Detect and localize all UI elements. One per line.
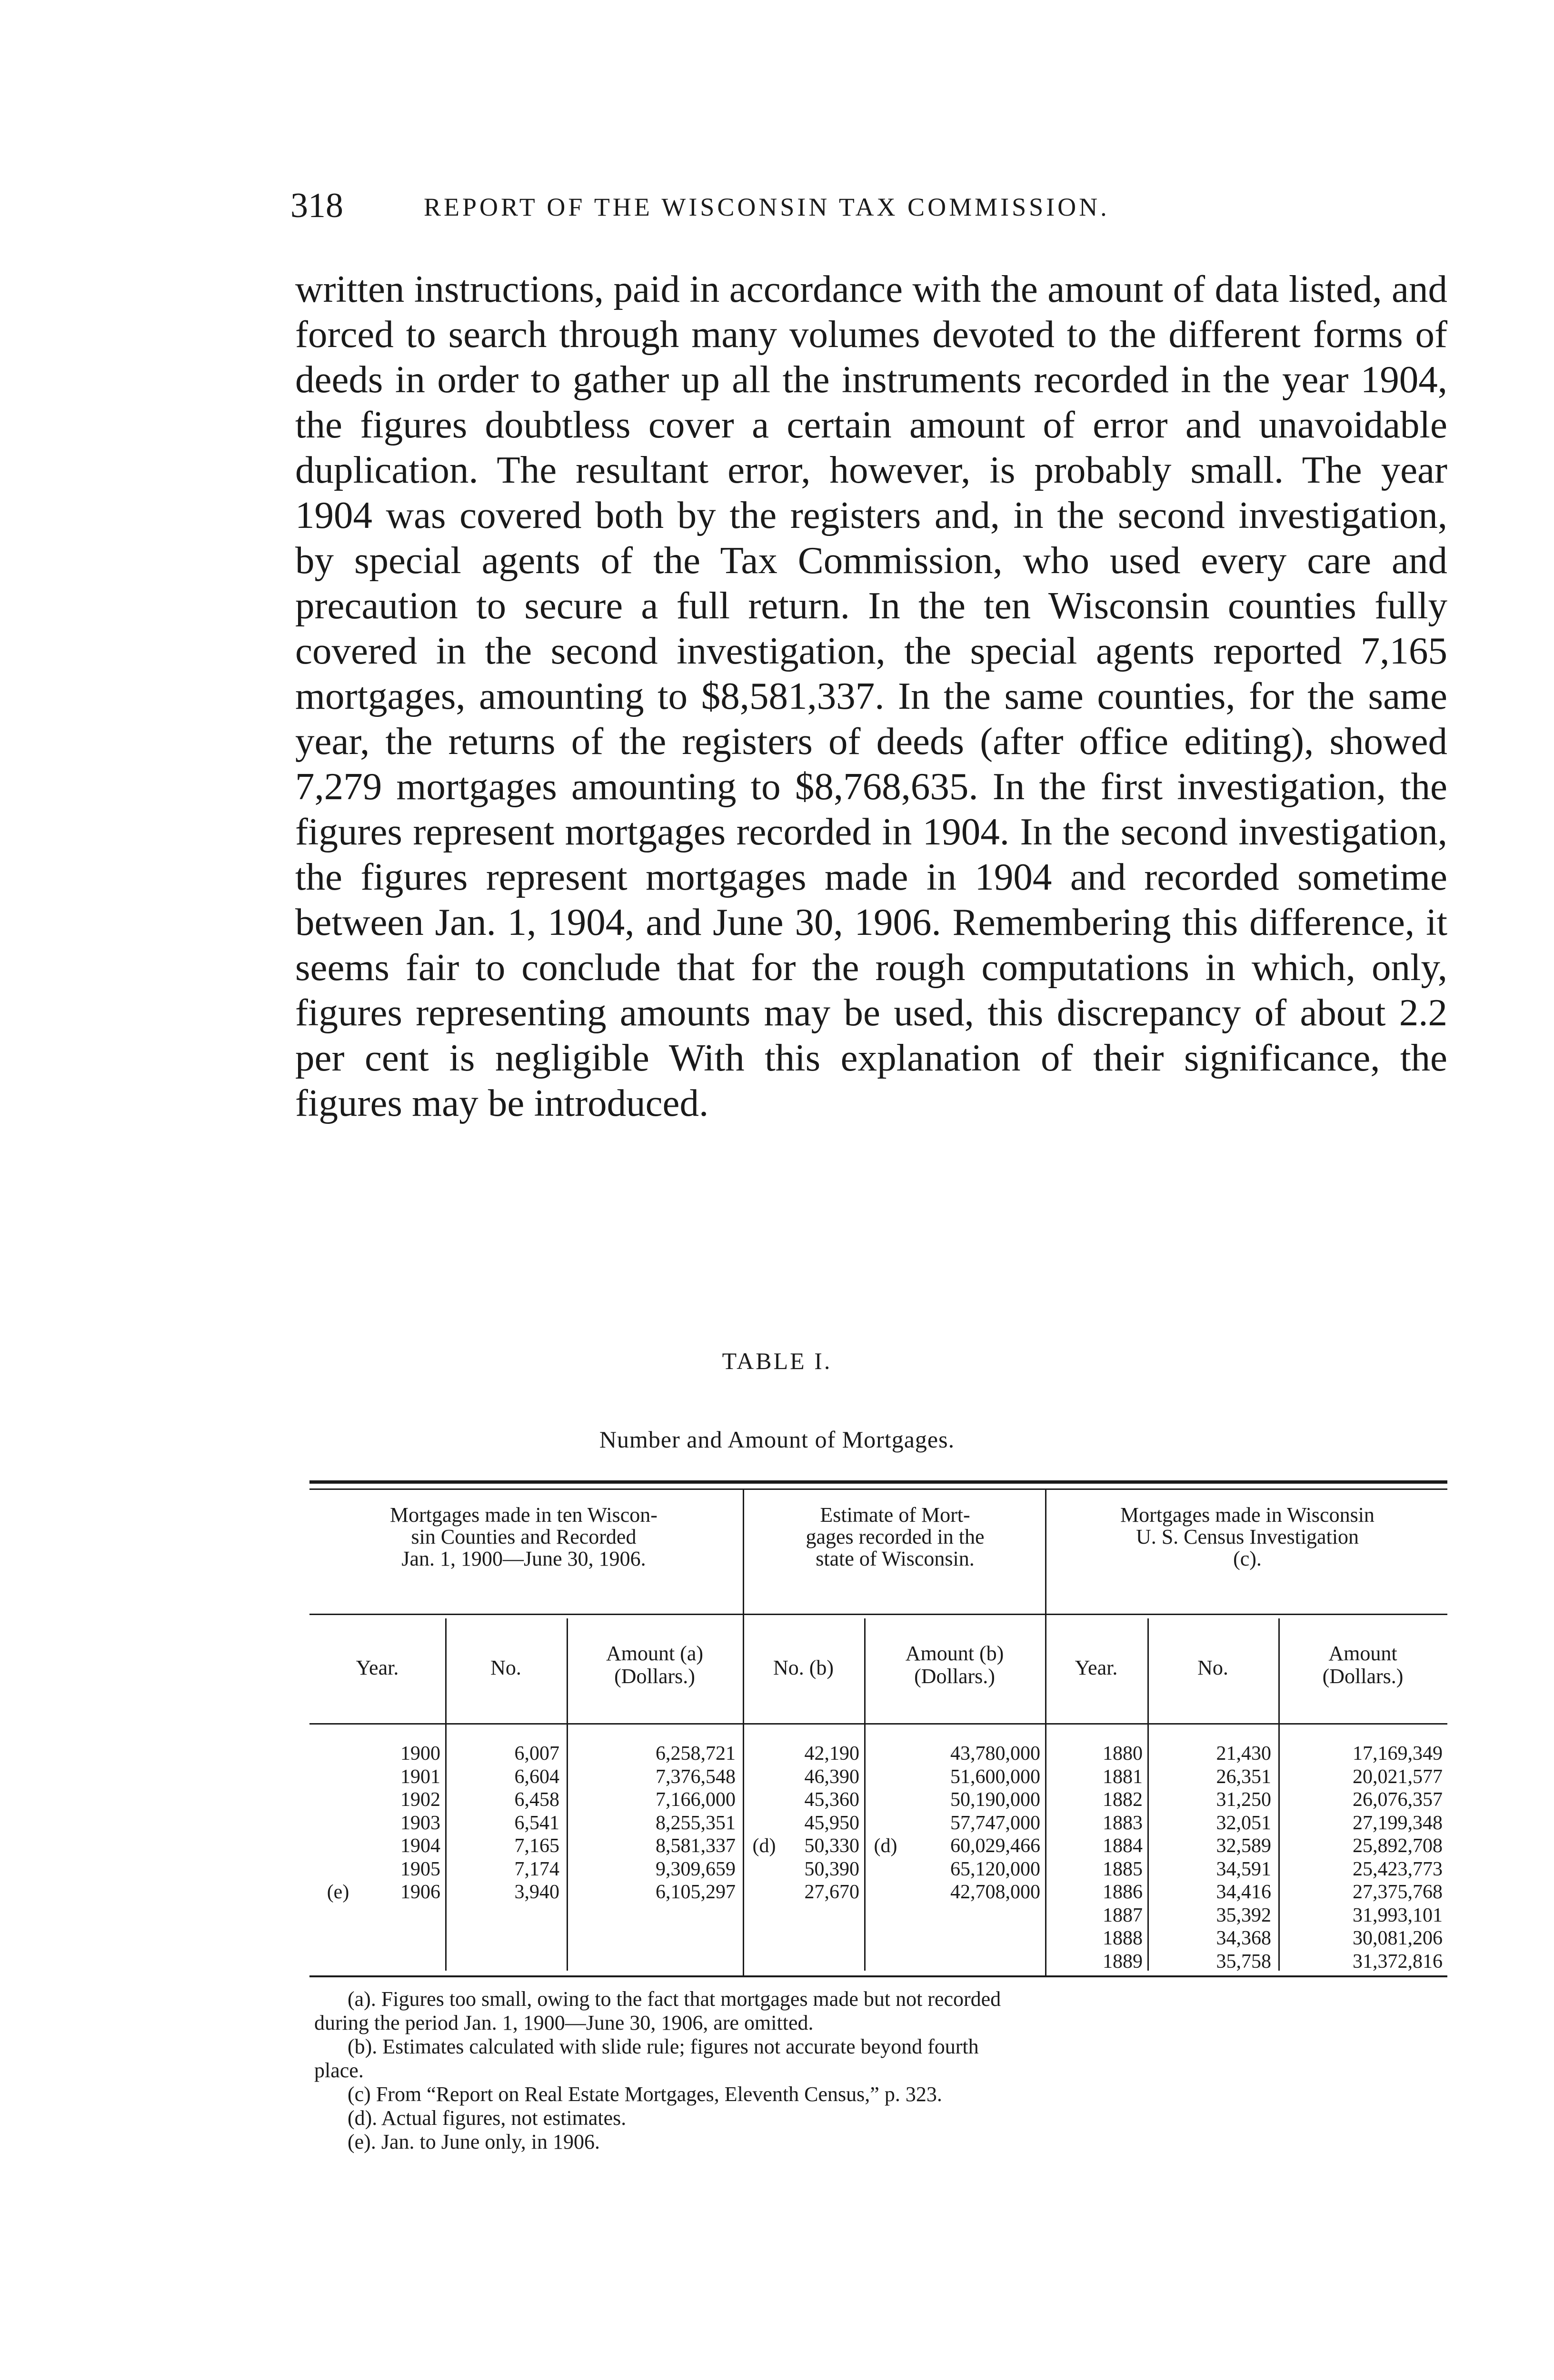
table-cell-number: 35,392 <box>1216 1904 1271 1926</box>
group-header-rule <box>309 1614 1447 1615</box>
table-cell-amount: 50,190,000 <box>950 1789 1040 1811</box>
page-header <box>290 186 1481 233</box>
table-cell-amount: 30,081,206 <box>1353 1927 1443 1949</box>
table-cell-amount: 9,309,659 <box>656 1858 736 1880</box>
table-cell-amount: 43,780,000 <box>950 1743 1040 1765</box>
column-number <box>1152 1742 1271 1973</box>
table-cell-number: 6,458 <box>514 1789 559 1811</box>
table-cell-marker: (e) <box>327 1881 349 1903</box>
table-cell-year: 1886 <box>1103 1881 1143 1903</box>
column-header-number: No. <box>1197 1656 1228 1679</box>
table-cell-number: 7,165 <box>514 1835 559 1857</box>
table-cell-year: 1884 <box>1103 1835 1143 1857</box>
group-header-ten-counties: Mortgages made in ten Wiscon- sin Counties and Recorded Jan. 1, 1900—June 30, 1906. <box>390 1503 657 1570</box>
table-cell-amount: 42,708,000 <box>950 1881 1040 1903</box>
table-cell-marker <box>869 1765 902 1789</box>
column-amount <box>1285 1742 1443 1973</box>
table-subtitle: Number and Amount of Mortgages. <box>599 1426 955 1453</box>
table-cell-amount: 20,021,577 <box>1353 1765 1443 1788</box>
column-number <box>450 1742 559 1904</box>
body-paragraph: written instructions, paid in accordance with the amount of data listed, and forced to search through many volumes devoted to the different forms of deeds in order to gather up all the instruments recorded in the year 1904, the figures doubtless cover a certain amount of error and unavoidable duplication. The resultant error, however, is probably small. The year 1904 was covered both by the registers and, in the second investigation, by special agents of the Tax Commission, who used every care and precaution to secure a full return. In the ten Wisconsin counties fully covered in the second investigation, the special agents reported 7,165 mortgages, amounting to $8,581,337. In the same counties, for the same year, the returns of the registers of deeds (after office editing), showed 7,279 mortgages amounting to $8,768,635. In the first investigation, the figures represent mortgages recorded in 1904. In the second investigation, the figures represent mortgages made in 1904 and recorded sometime between Jan. 1, 1904, and June 30, 1906. Remembering this difference, it seems fair to conclude that for the rough computations in which, only, figures representing amounts may be used, this discrepancy of about 2.2 per cent is negligible With this explanation of their significance, the figures may be introduced. <box>295 268 1447 1124</box>
table-cell-marker <box>869 1858 902 1881</box>
table-cell-amount: 27,375,768 <box>1353 1881 1443 1903</box>
table-cell-marker: (d) <box>752 1835 776 1857</box>
column-header-number: No. (b) <box>773 1656 834 1679</box>
table-cell-number: 45,360 <box>804 1789 859 1811</box>
footnote: (a). Figures too small, owing to the fact that mortgages made but not recorded <box>348 1987 1001 2011</box>
column-header-amount: Amount (Dollars.) <box>1322 1642 1404 1688</box>
table-cell-number: 26,351 <box>1216 1765 1271 1788</box>
table-cell-year: 1900 <box>400 1743 440 1765</box>
table-cell-year: 1887 <box>1103 1904 1143 1926</box>
column-header-number: No. <box>490 1656 521 1679</box>
column-header-amount: Amount (b) (Dollars.) <box>905 1642 1004 1688</box>
column-number <box>781 1742 859 1904</box>
table-cell-marker <box>869 1788 902 1812</box>
table-cell-number: 34,591 <box>1216 1858 1271 1880</box>
footnote: (e). Jan. to June only, in 1906. <box>348 2130 600 2153</box>
table-cell-marker <box>314 1835 362 1858</box>
table-cell-year: 1904 <box>400 1835 440 1857</box>
table-cell-marker <box>314 1858 362 1881</box>
table-cell-number: 32,051 <box>1216 1812 1271 1834</box>
table-cell-amount: 25,892,708 <box>1353 1835 1443 1857</box>
table-cell-amount: 17,169,349 <box>1353 1743 1443 1765</box>
table-cell-amount: 25,423,773 <box>1353 1858 1443 1880</box>
table-cell-marker <box>314 1742 362 1765</box>
column-header-amount: Amount (a) (Dollars.) <box>606 1642 704 1688</box>
footnote: place. <box>314 2059 364 2082</box>
table-cell-number: 21,430 <box>1216 1743 1271 1765</box>
table-cell-year: 1903 <box>400 1812 440 1834</box>
table-cell-marker <box>747 1788 781 1812</box>
table-cell-marker <box>747 1881 781 1904</box>
table-cell-amount: 7,376,548 <box>656 1765 736 1788</box>
column-year <box>1050 1742 1143 1973</box>
table-cell-number: 45,950 <box>804 1812 859 1834</box>
table-cell-amount: 65,120,000 <box>950 1858 1040 1880</box>
body-text <box>295 267 1447 1126</box>
table-cell-year: 1883 <box>1103 1812 1143 1834</box>
table-cell-marker <box>869 1881 902 1904</box>
column-header-year: Year. <box>1075 1656 1118 1679</box>
table-cell-number: 6,007 <box>514 1743 559 1765</box>
table-bottom-rule <box>309 1975 1447 1977</box>
table-title: TABLE I. <box>722 1348 832 1374</box>
table-cell-number: 50,390 <box>804 1858 859 1880</box>
table-top-rule-thick <box>309 1480 1447 1484</box>
column-estimate-markers <box>869 1742 902 1904</box>
table-cell-amount: 31,372,816 <box>1353 1950 1443 1973</box>
table-cell-year: 1901 <box>400 1765 440 1788</box>
table-cell-number: 32,589 <box>1216 1835 1271 1857</box>
table-cell-amount: 57,747,000 <box>950 1812 1040 1834</box>
table-cell-year: 1880 <box>1103 1743 1143 1765</box>
table-cell-number: 35,758 <box>1216 1950 1271 1973</box>
page-number: 318 <box>290 186 343 225</box>
table-cell-amount: 8,255,351 <box>656 1812 736 1834</box>
table-cell-amount: 26,076,357 <box>1353 1789 1443 1811</box>
table-cell-marker: (d) <box>874 1835 897 1857</box>
table-cell-marker <box>747 1858 781 1881</box>
table-cell-year: 1906 <box>400 1881 440 1903</box>
group-header-census: Mortgages made in Wisconsin U. S. Census Investigation (c). <box>1120 1503 1375 1570</box>
table-cell-amount: 60,029,466 <box>950 1835 1040 1857</box>
table-cell-number: 31,250 <box>1216 1789 1271 1811</box>
table-cell-number: 6,604 <box>514 1765 559 1788</box>
table-cell-number: 6,541 <box>514 1812 559 1834</box>
table-cell-year: 1881 <box>1103 1765 1143 1788</box>
table-cell-amount: 6,258,721 <box>656 1743 736 1765</box>
table-cell-marker <box>747 1765 781 1789</box>
group-separator-2 <box>1045 1490 1046 1975</box>
table-cell-number: 46,390 <box>804 1765 859 1788</box>
column-header-rule <box>309 1723 1447 1725</box>
table-cell-year: 1902 <box>400 1789 440 1811</box>
table-cell-amount: 51,600,000 <box>950 1765 1040 1788</box>
footnote: (d). Actual figures, not estimates. <box>348 2106 627 2130</box>
table-cell-amount: 31,993,101 <box>1353 1904 1443 1926</box>
footnote: during the period Jan. 1, 1900—June 30, 1906, are omitted. <box>314 2011 814 2034</box>
table-cell-amount: 7,166,000 <box>656 1789 736 1811</box>
table-cell-amount: 27,199,348 <box>1353 1812 1443 1834</box>
table-cell-number: 34,416 <box>1216 1881 1271 1903</box>
table-cell-number: 34,368 <box>1216 1927 1271 1949</box>
group-separator-1 <box>743 1490 744 1975</box>
table-cell-amount: 8,581,337 <box>656 1835 736 1857</box>
footnote: (c) From “Report on Real Estate Mortgages, Eleventh Census,” p. 323. <box>348 2082 942 2106</box>
table-cell-number: 3,940 <box>514 1881 559 1903</box>
table-cell-marker <box>314 1765 362 1789</box>
footnote: (b). Estimates calculated with slide rule; figures not accurate beyond fourth <box>348 2035 979 2058</box>
table-cell-year: 1888 <box>1103 1927 1143 1949</box>
table-top-rule-thin <box>309 1488 1447 1490</box>
table-cell-number: 42,190 <box>804 1743 859 1765</box>
table-cell-marker <box>314 1812 362 1835</box>
column-markers <box>314 1742 362 1904</box>
column-header-year: Year. <box>356 1656 399 1679</box>
table-footnotes <box>314 1987 1457 2154</box>
table-cell-marker <box>747 1812 781 1835</box>
table-cell-number: 27,670 <box>804 1881 859 1903</box>
table-cell-marker <box>869 1742 902 1765</box>
table-cell-marker <box>747 1742 781 1765</box>
table-cell-marker <box>314 1788 362 1812</box>
column-year <box>362 1742 440 1904</box>
column-estimate-markers <box>747 1742 781 1904</box>
table-cell-number: 50,330 <box>804 1835 859 1857</box>
table-cell-amount: 6,105,297 <box>656 1881 736 1903</box>
table-cell-year: 1882 <box>1103 1789 1143 1811</box>
column-amount <box>902 1742 1040 1904</box>
column-amount <box>571 1742 736 1904</box>
group-header-estimate: Estimate of Mort- gages recorded in the state of Wisconsin. <box>806 1503 985 1570</box>
table-cell-marker <box>869 1812 902 1835</box>
table-cell-year: 1889 <box>1103 1950 1143 1973</box>
table-cell-year: 1885 <box>1103 1858 1143 1880</box>
table-cell-year: 1905 <box>400 1858 440 1880</box>
table-cell-number: 7,174 <box>514 1858 559 1880</box>
running-title: REPORT OF THE WISCONSIN TAX COMMISSION. <box>424 193 1110 221</box>
